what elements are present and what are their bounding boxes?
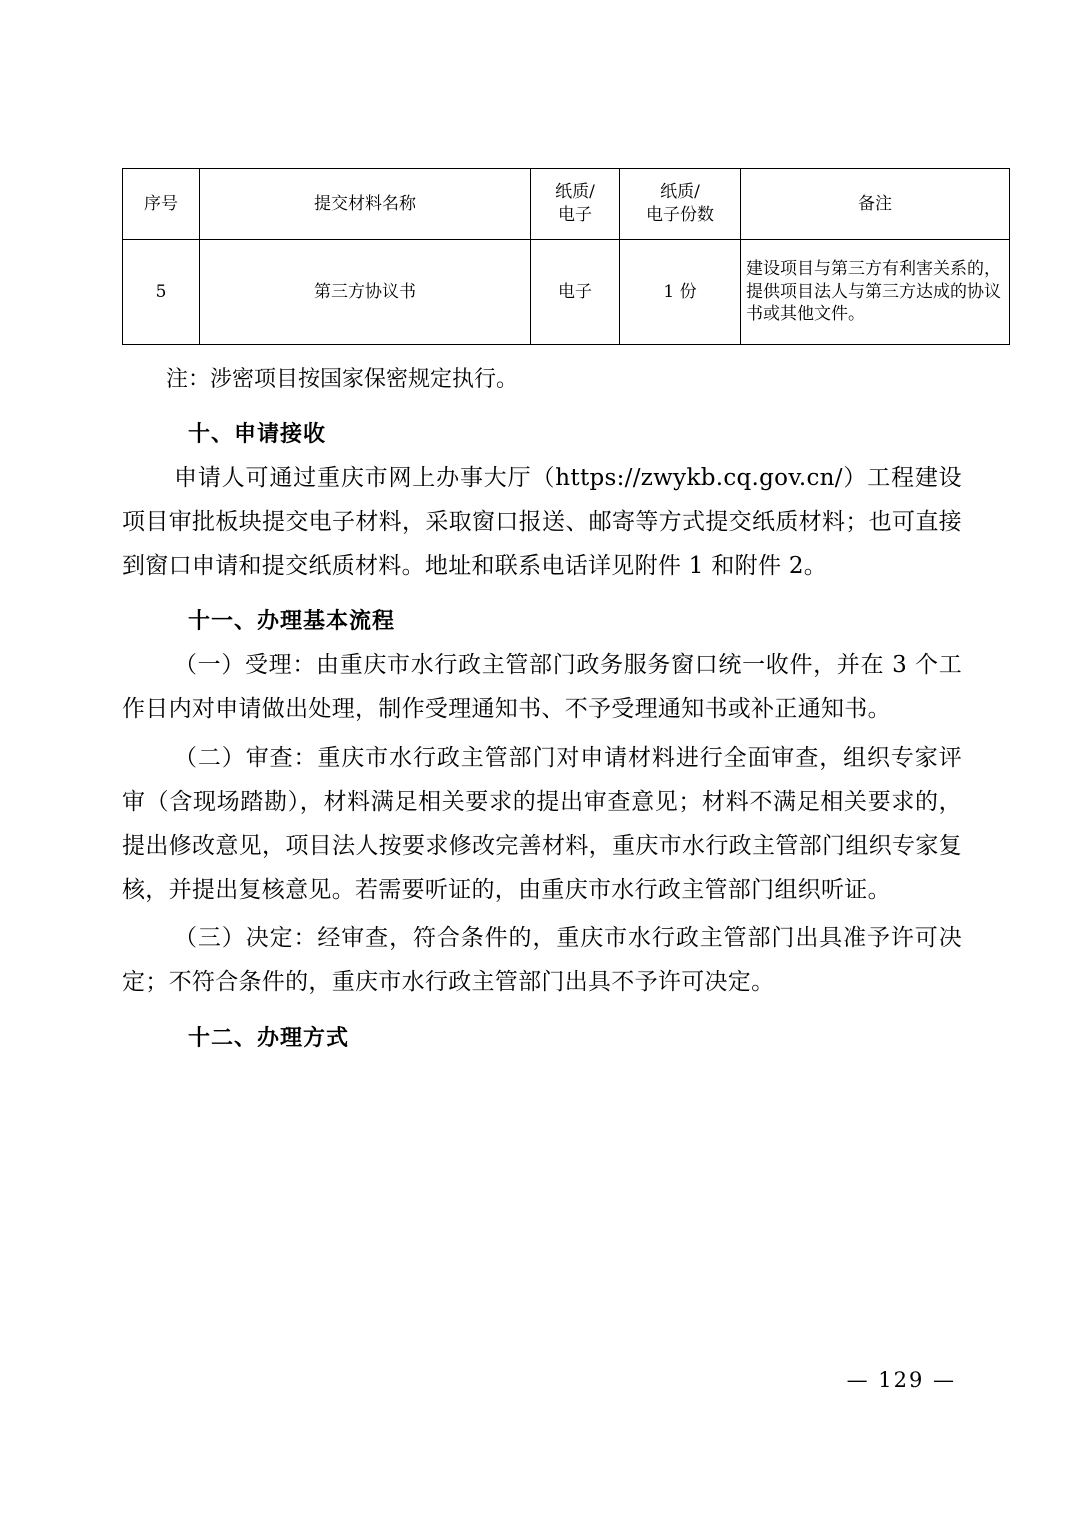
section-heading-12: 十二、办理方式 — [188, 1025, 350, 1051]
section-heading-10: 十、申请接收 — [188, 421, 327, 447]
section-11-paragraph-3: （三）决定：经审查，符合条件的，重庆市水行政主管部门出具准予许可决定；不符合条件的，重庆市水行政主管部门出具不予许可决定。 — [122, 925, 962, 996]
table-note: 注：涉密项目按国家保密规定执行。 — [166, 367, 519, 392]
section-10-paragraph-1: 申请人可通过重庆市网上办事大厅（https://zwykb.cq.gov.cn/）工程建设项目审批板块提交电子材料，采取窗口报送、邮寄等方式提交纸质材料；也可直接到窗口申请和提交纸质材料。地址和联系电话详见附件 1 和附件 2。 — [122, 464, 962, 580]
table-header-row — [123, 169, 1010, 240]
header-cell-name: 提交材料名称 — [200, 169, 531, 240]
header-cell-count — [620, 169, 741, 240]
header-count-line2: 电子份数 — [646, 205, 714, 225]
cell-count: 1 份 — [620, 240, 741, 345]
section-11-paragraph-2: （二）审查：重庆市水行政主管部门对申请材料进行全面审查，组织专家评审（含现场踏勘），材料满足相关要求的提出审查意见；材料不满足相关要求的，提出修改意见，项目法人按要求修改完善材料，重庆市水行政主管部门组织专家复核，并提出复核意见。若需要听证的，由重庆市水行政主管部门组织听证。 — [122, 744, 962, 904]
page-content — [122, 168, 1001, 1052]
header-type-line1: 纸质/ — [555, 182, 595, 203]
header-type-line2: 电子 — [558, 205, 592, 225]
cell-name: 第三方协议书 — [200, 240, 531, 345]
header-cell-remark: 备注 — [741, 169, 1010, 240]
header-count-line1: 纸质/ — [660, 182, 700, 203]
table-row — [123, 240, 1010, 345]
materials-table — [122, 168, 1010, 345]
section-11-paragraph-1: （一）受理：由重庆市水行政主管部门政务服务窗口统一收件，并在 3 个工作日内对申请做出处理，制作受理通知书、不予受理通知书或补正通知书。 — [122, 652, 962, 723]
cell-type: 电子 — [531, 240, 620, 345]
page-number: — 129 — — [846, 1368, 956, 1392]
cell-remark: 建设项目与第三方有利害关系的，提供项目法人与第三方达成的协议书或其他文件。 — [741, 240, 1010, 345]
section-heading-11: 十一、办理基本流程 — [188, 609, 396, 635]
header-cell-type — [531, 169, 620, 240]
header-cell-no: 序号 — [123, 169, 200, 240]
cell-no: 5 — [123, 240, 200, 345]
